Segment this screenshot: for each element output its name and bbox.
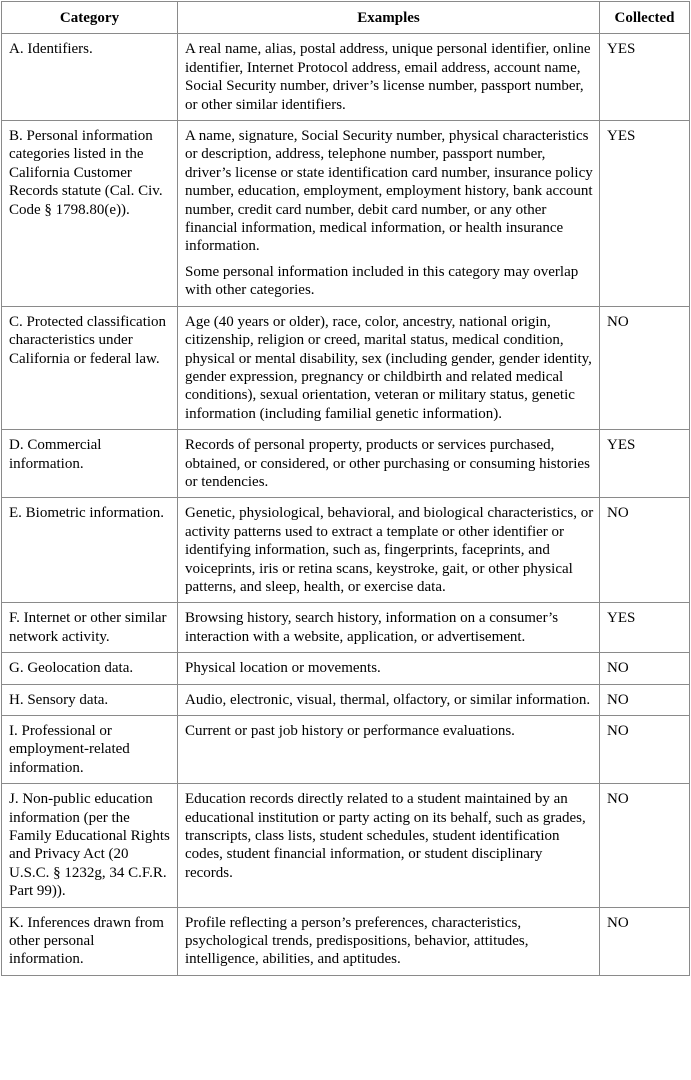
table-row [2, 684, 690, 715]
examples-cell [178, 784, 600, 907]
examples-cell [178, 498, 600, 603]
table-row [2, 716, 690, 784]
collected-cell: NO [600, 498, 690, 603]
header-category: Category [2, 2, 178, 34]
table-body [2, 34, 690, 975]
examples-cell [178, 716, 600, 784]
category-cell: D. Commercial information. [2, 430, 178, 498]
header-row [2, 2, 690, 34]
table-row [2, 784, 690, 907]
header-collected: Collected [600, 2, 690, 34]
table-row [2, 907, 690, 975]
table-row [2, 653, 690, 684]
category-cell: C. Protected classification characteristics under California or federal law. [2, 306, 178, 429]
collected-cell: YES [600, 34, 690, 121]
examples-cell [178, 653, 600, 684]
table-row [2, 498, 690, 603]
examples-paragraph: Physical location or movements. [185, 660, 381, 677]
examples-paragraph: A name, signature, Social Security number, physical characteristics or description, address, telephone number, passport number, driver’s license or state identification card number, insurance policy number, education, employment, employment history, bank account number, credit card number, debit card number, or any other financial information, medical information, or health insurance information. [185, 128, 593, 255]
category-cell: H. Sensory data. [2, 684, 178, 715]
examples-paragraph: Genetic, physiological, behavioral, and biological characteristics, or activity patterns used to extract a template or other identifier or identifying information, such as, fingerprints, faceprints, and voiceprints, iris or retina scans, keystroke, gait, or other physical patterns, and sleep, health, or exercise data. [185, 505, 594, 595]
collected-cell: YES [600, 603, 690, 653]
category-cell: G. Geolocation data. [2, 653, 178, 684]
examples-paragraph: Age (40 years or older), race, color, ancestry, national origin, citizenship, religion or creed, marital status, medical condition, physical or mental disability, sex (including gender, gender identity, gender expression, pregnancy or childbirth and related medical conditions), sexual orientation, veteran or military status, genetic information (including familial genetic information). [185, 313, 592, 422]
table-row [2, 306, 690, 429]
examples-cell [178, 603, 600, 653]
collected-cell: NO [600, 684, 690, 715]
category-cell: K. Inferences drawn from other personal information. [2, 907, 178, 975]
examples-paragraph: Audio, electronic, visual, thermal, olfactory, or similar information. [185, 691, 591, 708]
collected-cell: YES [600, 121, 690, 307]
examples-paragraph: Profile reflecting a person’s preferences, characteristics, psychological trends, predispositions, behavior, attitudes, intelligence, abilities, and aptitudes. [185, 914, 529, 968]
collected-cell: YES [600, 430, 690, 498]
table-row [2, 34, 690, 121]
examples-paragraph: A real name, alias, postal address, unique personal identifier, online identifier, Internet Protocol address, email address, account name, Social Security number, driver’s license number, passport number, or other similar identifiers. [185, 41, 591, 113]
collected-cell: NO [600, 907, 690, 975]
header-examples: Examples [178, 2, 600, 34]
category-cell: I. Professional or employment-related information. [2, 716, 178, 784]
collected-cell: NO [600, 716, 690, 784]
examples-cell [178, 121, 600, 307]
examples-paragraph: Browsing history, search history, information on a consumer’s interaction with a website, application, or advertisement. [185, 610, 559, 645]
examples-cell [178, 907, 600, 975]
table-row [2, 430, 690, 498]
examples-paragraph: Some personal information included in this category may overlap with other categories. [185, 263, 579, 299]
examples-paragraph: Education records directly related to a student maintained by an educational institution or party acting on its behalf, such as grades, transcripts, class lists, student schedules, student identification codes, student financial information, or student disciplinary records. [185, 791, 586, 881]
category-cell: E. Biometric information. [2, 498, 178, 603]
examples-cell [178, 430, 600, 498]
table-row [2, 603, 690, 653]
table-row [2, 121, 690, 307]
examples-cell [178, 306, 600, 429]
examples-paragraph: Current or past job history or performance evaluations. [185, 723, 515, 739]
category-cell: F. Internet or other similar network activity. [2, 603, 178, 653]
examples-paragraph: Records of personal property, products or services purchased, obtained, or considered, or other purchasing or consuming histories or tendencies. [185, 437, 590, 490]
personal-information-table [1, 1, 690, 976]
category-cell: J. Non-public education information (per the Family Educational Rights and Privacy Act (20 U.S.C. § 1232g, 34 C.F.R. Part 99)). [2, 784, 178, 907]
examples-cell [178, 34, 600, 121]
collected-cell: NO [600, 306, 690, 429]
collected-cell: NO [600, 653, 690, 684]
category-cell: B. Personal information categories listed in the California Customer Records statute (Cal. Civ. Code § 1798.80(e)). [2, 121, 178, 307]
collected-cell: NO [600, 784, 690, 907]
category-cell: A. Identifiers. [2, 34, 178, 121]
examples-cell [178, 684, 600, 715]
